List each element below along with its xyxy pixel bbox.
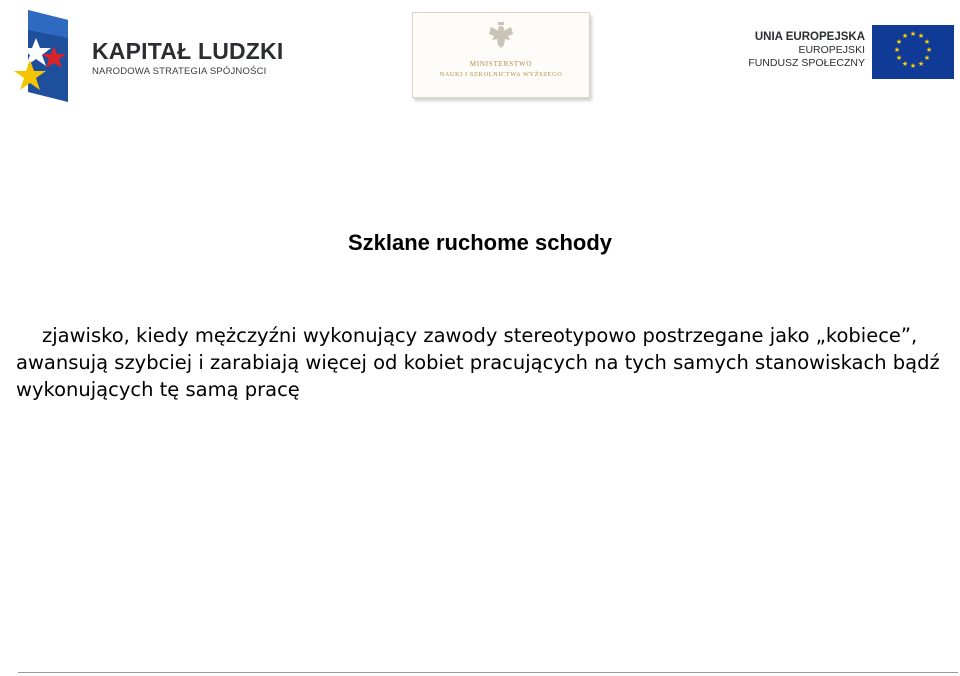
ministry-line2: NAUKI I SZKOLNICTWA WYŻSZEGO xyxy=(439,71,563,78)
svg-text:★: ★ xyxy=(895,38,903,46)
eu-fund-line2: FUNDUSZ SPOŁECZNY xyxy=(748,57,865,69)
logo-header xyxy=(0,0,960,110)
eu-name: UNIA EUROPEJSKA xyxy=(754,31,865,43)
definition-text: zjawisko, kiedy mężczyźni wykonujący zawody stereotypowo postrzegane jako „kobiece”, awansują szybciej i zarabiają więcej od kobiet pracujących na tych samych stanowiskach bądź wykonujących tę samą pracę xyxy=(16,324,940,401)
eu-logo-text xyxy=(740,30,865,70)
ministry-line1: MINISTERSTWO xyxy=(469,60,533,68)
kapital-ludzki-title: KAPITAŁ LUDZKI xyxy=(92,38,284,64)
svg-text:★: ★ xyxy=(893,46,901,54)
svg-text:★: ★ xyxy=(901,32,909,40)
polish-eagle-icon xyxy=(488,21,514,49)
kapital-ludzki-subtitle: NARODOWA STRATEGIA SPÓJNOŚCI xyxy=(92,66,267,77)
ministry-logo xyxy=(412,12,590,98)
svg-text:★: ★ xyxy=(909,30,917,38)
slide-title: Szklane ruchome schody xyxy=(347,230,613,255)
svg-text:★: ★ xyxy=(917,32,925,40)
kapital-ludzki-mark-icon xyxy=(10,8,80,104)
eu-flag-icon xyxy=(872,25,954,79)
svg-text:★: ★ xyxy=(909,62,917,70)
eu-fund-line1: EUROPEJSKI xyxy=(798,44,865,56)
svg-text:★: ★ xyxy=(925,46,933,54)
footer-divider xyxy=(18,672,958,673)
svg-text:★: ★ xyxy=(895,54,903,62)
kapital-ludzki-logo xyxy=(10,8,310,104)
kapital-ludzki-text xyxy=(92,38,312,77)
svg-text:★: ★ xyxy=(901,60,909,68)
svg-text:★: ★ xyxy=(923,54,931,62)
svg-text:★: ★ xyxy=(923,38,931,46)
svg-text:★: ★ xyxy=(917,60,925,68)
